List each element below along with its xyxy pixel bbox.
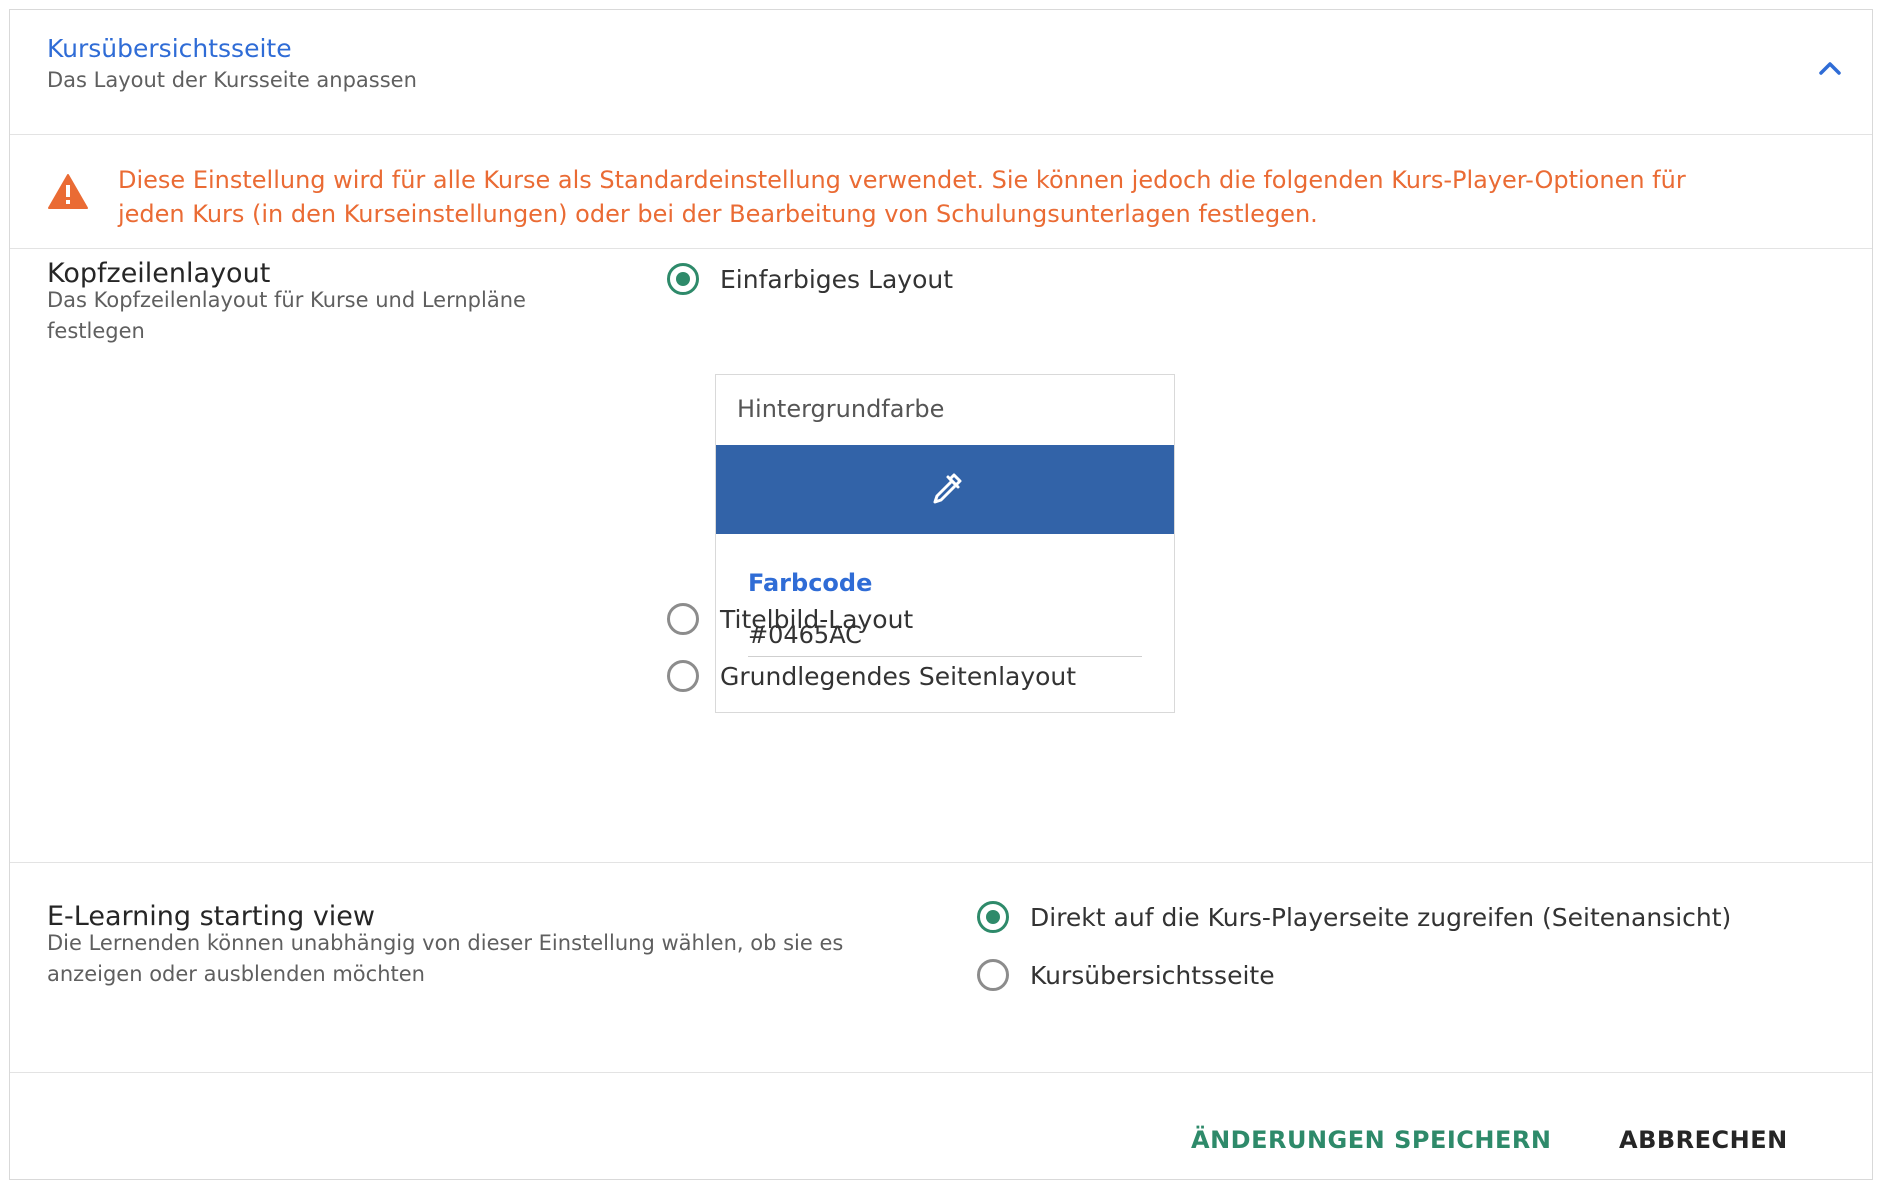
radio-direkt-kurs-player[interactable]: [977, 901, 1731, 933]
section-description: Die Lernenden können unabhängig von dieser Einstellung wählen, ob sie es anzeigen oder ausblenden möchten: [47, 931, 844, 986]
panel-title: Kursübersichtsseite: [47, 34, 292, 63]
panel-subtitle: Das Layout der Kursseite anpassen: [47, 68, 417, 92]
radio-label: Kursübersichtsseite: [1030, 960, 1275, 990]
footer-actions: [10, 1073, 1872, 1181]
radio-checked[interactable]: [977, 901, 1009, 933]
radio-unchecked[interactable]: [667, 603, 699, 635]
panel-header[interactable]: [10, 10, 1872, 135]
header-layout-section: [10, 249, 1872, 863]
section-title: Kopfzeilenlayout: [47, 258, 271, 289]
elearning-section: [10, 863, 1872, 1073]
radio-grundlegendes-seitenlayout[interactable]: [667, 660, 1076, 692]
warning-triangle-icon: [47, 173, 89, 211]
radio-label: Titelbild-Layout: [720, 604, 914, 634]
radio-checked[interactable]: [667, 263, 699, 295]
radio-unchecked[interactable]: [667, 660, 699, 692]
color-code-label: Farbcode: [748, 569, 873, 597]
color-swatch-button[interactable]: [716, 445, 1174, 534]
radio-titelbild-layout[interactable]: [667, 603, 913, 635]
eyedropper-icon: [926, 469, 966, 509]
warning-text: Diese Einstellung wird für alle Kurse als Standardeinstellung verwendet. Sie können jedoch die folgenden Kurs-Player-Optionen für jeden Kurs (in den Kurseinstellungen) oder bei der Bearbeitung von Schulungsunterlagen festlegen.: [118, 166, 1686, 228]
radio-einfarbiges-layout[interactable]: [667, 263, 953, 295]
radio-label: Direkt auf die Kurs-Playerseite zugreifen (Seitenansicht): [1030, 902, 1732, 932]
radio-unchecked[interactable]: [977, 959, 1009, 991]
save-changes-button[interactable]: ÄNDERUNGEN SPEICHERN: [1191, 1126, 1552, 1154]
section-description: Das Kopfzeilenlayout für Kurse und Lernpläne festlegen: [47, 288, 526, 343]
section-title: E-Learning starting view: [47, 901, 375, 932]
chevron-up-icon[interactable]: [1810, 48, 1850, 88]
cancel-button[interactable]: ABBRECHEN: [1619, 1126, 1788, 1154]
color-card-title: Hintergrundfarbe: [737, 395, 945, 423]
warning-banner: [10, 135, 1872, 249]
radio-kursuebersichtsseite[interactable]: [977, 959, 1275, 991]
radio-label: Einfarbiges Layout: [720, 264, 954, 294]
radio-label: Grundlegendes Seitenlayout: [720, 661, 1077, 691]
settings-panel: [9, 9, 1873, 1180]
